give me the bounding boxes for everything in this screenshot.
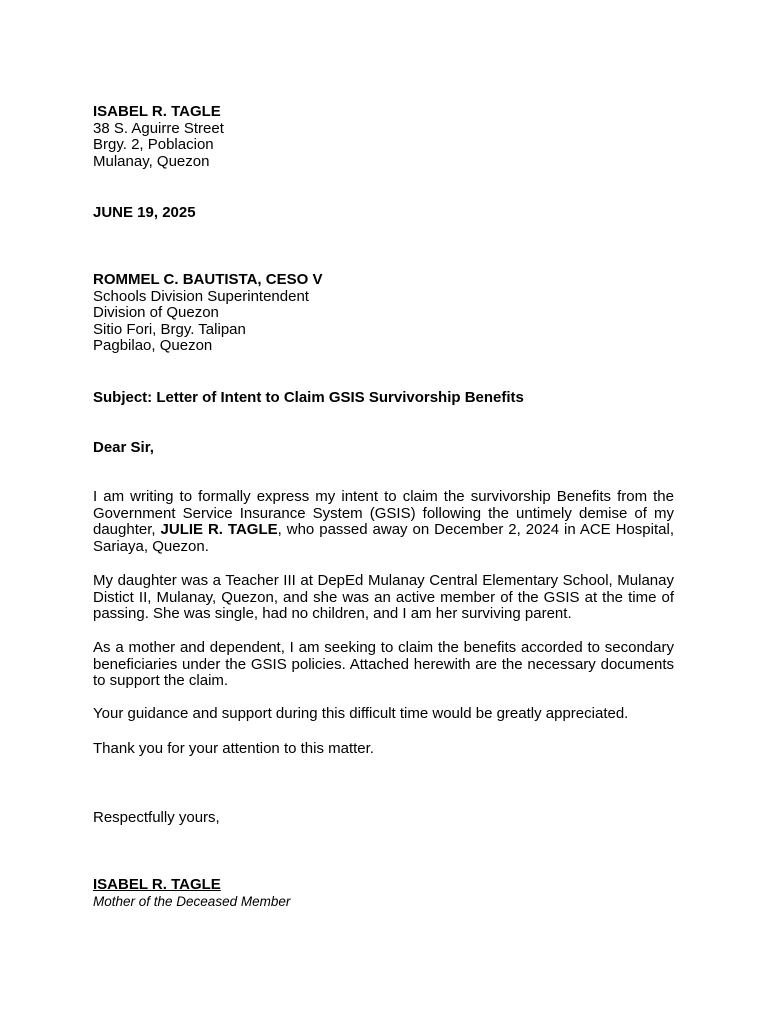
body-paragraph-3: As a mother and dependent, I am seeking to claim the benefits accorded to secondary beneficiaries under the GSIS policies. Attached herewith are the necessary documents to support the claim. (93, 639, 674, 690)
recipient-block (93, 272, 674, 355)
recipient-name: ROMMEL C. BAUTISTA, CESO V (93, 271, 323, 288)
salutation: Dear Sir, (93, 439, 154, 456)
body-p1-text-after: , who passed away on December 2, 2024 in ACE Hospital, Sariaya, Quezon. (93, 521, 674, 555)
body-paragraph-1 (93, 489, 674, 555)
sender-block (93, 104, 674, 170)
body-paragraph-4: Your guidance and support during this difficult time would be greatly appreciated. (93, 705, 629, 722)
closing: Respectfully yours, (93, 809, 220, 826)
sender-address-line2: Brgy. 2, Poblacion (93, 136, 214, 154)
letter-date: JUNE 19, 2025 (93, 204, 196, 221)
sender-address-line1: 38 S. Aguirre Street (93, 119, 224, 137)
sender-name: ISABEL R. TAGLE (93, 103, 221, 120)
body-paragraph-2: My daughter was a Teacher III at DepEd Mulanay Central Elementary School, Mulanay Distict II, Mulanay, Quezon, and she was an active member of the GSIS at the time of passing. She was single, had no children, and I am her surviving parent. (93, 572, 674, 623)
signature-block (93, 877, 674, 910)
recipient-address-line1: Sitio Fori, Brgy. Talipan (93, 320, 246, 338)
recipient-title: Schools Division Superintendent (93, 287, 309, 305)
sender-address-line3: Mulanay, Quezon (93, 152, 210, 170)
recipient-office: Division of Quezon (93, 304, 219, 322)
subject-line: Subject: Letter of Intent to Claim GSIS Survivorship Benefits (93, 389, 524, 406)
signature-designation: Mother of the Deceased Member (93, 893, 291, 909)
recipient-address-line2: Pagbilao, Quezon (93, 337, 213, 355)
body-paragraph-5: Thank you for your attention to this matter. (93, 740, 374, 757)
signature-name: ISABEL R. TAGLE (93, 876, 221, 893)
deceased-name: JULIE R. TAGLE (160, 521, 278, 539)
body-p1-text-before: I am writing to formally express my intent to claim the survivorship Benefits from the Government Service Insurance System (GSIS) following the untimely demise of my daughter, (93, 488, 674, 539)
